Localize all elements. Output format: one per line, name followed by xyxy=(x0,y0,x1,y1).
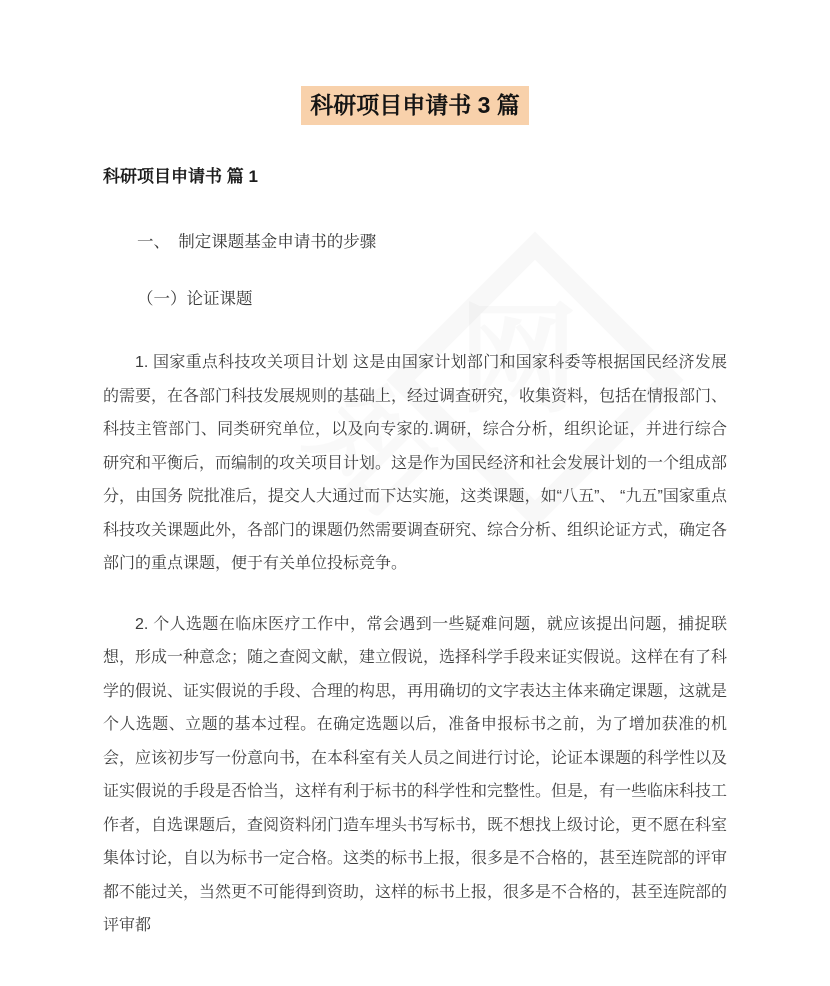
outline-sub-heading: （一）论证课题 xyxy=(137,290,253,308)
paragraph-1: 1. 国家重点科技攻关项目计划 这是由国家计划部门和国家科委等根据国民经济发展的需要，在各部门科技发展规则的基础上，经过调查研究，收集资料，包括在情报部门、科技主管部门、同类研究单位，以及向专家的.调研，综合分析，组织论证，并进行综合研究和平衡后，而编制的攻关项目计划。这是作为国民经济和社会发展计划的一个组成部分，由国务 院批准后，提交人大通过而下达实施，这类课题，如“八五”、 “九五”国家重点科技攻关课题此外，各部门的课题仍然需要调查研究、综合分析、组织论证方式，确定各部门的重点课题，便于有关单位投标竞争。 xyxy=(103,354,728,572)
document-title xyxy=(0,0,830,125)
outline-step-heading: 一、 制定课题基金申请书的步骤 xyxy=(137,233,377,251)
title-highlight: 科研项目申请书 3 篇 xyxy=(301,86,529,125)
paragraph-2: 2. 个人选题在临床医疗工作中，常会遇到一些疑难问题，就应该提出问题，捕捉联想，形成一种意念；随之查阅文献，建立假说，选择科学手段来证实假说。这样在有了科学的假说、证实假说的手段、合理的构思，再用确切的文字表达主体来确定课题，这就是个人选题、立题的基本过程。在确定选题以后，准备申报标书之前，为了增加获准的机会，应该初步写一份意向书，在本科室有关人员之间进行讨论，论证本课题的科学性以及证实假说的手段是否恰当，这样有利于标书的科学性和完整性。但是，有一些临床科技工作者，自选课题后，查阅资料闭门造车埋头书写标书，既不想找上级讨论，更不愿在科室集体讨论，自以为标书一定合格。这类的标书上报，很多是不合格的，甚至连院部的评审都不能过关，当然更不可能得到资助，这样的标书上报，很多是不合格的，甚至连院部的评审都 xyxy=(103,615,728,934)
section-heading: 科研项目申请书 篇 1 xyxy=(103,167,258,186)
